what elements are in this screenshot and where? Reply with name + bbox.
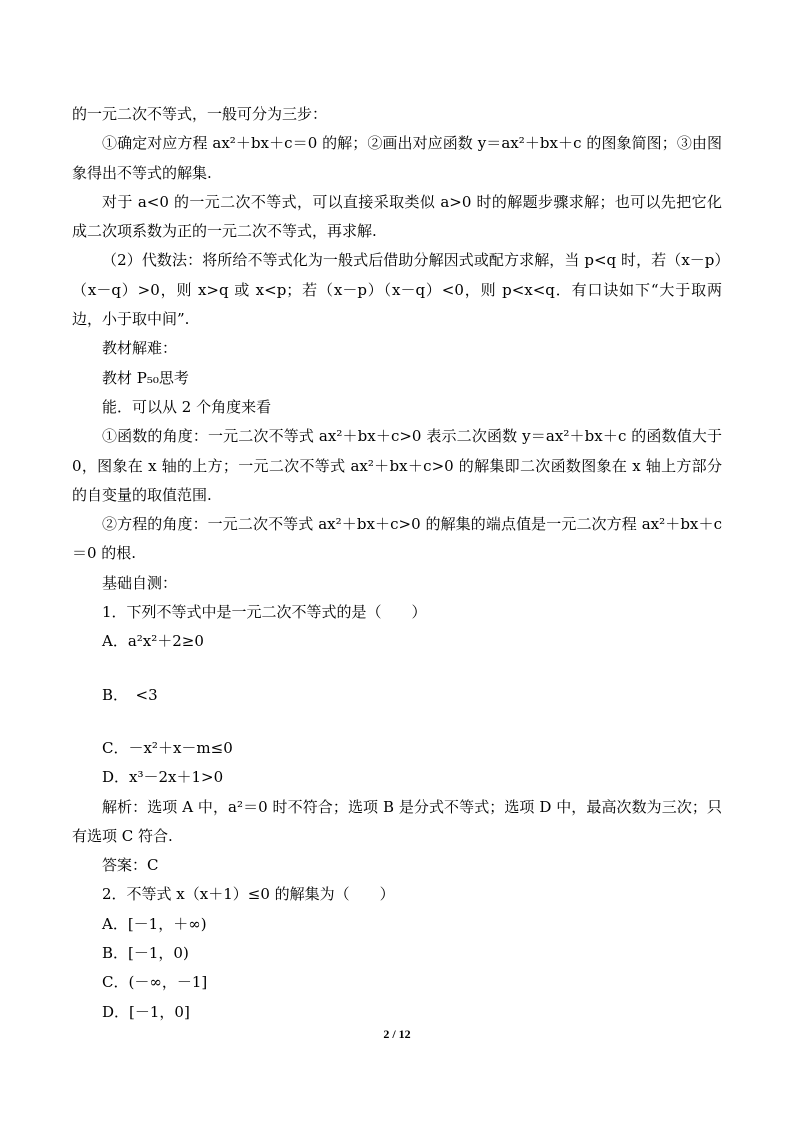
paragraph: B． <3 xyxy=(102,685,158,704)
paragraph: ①函数的角度：一元二次不等式 ax²＋bx＋c>0 表示二次函数 y＝ax²＋bx＋c 的函数值大于 0，图象在 x 轴的上方；一元二次不等式 ax²＋bx＋c>0 的解集即二次函数图象在 x 轴上方部分的自变量的取值范围. xyxy=(72,427,722,504)
paragraph: ②方程的角度：一元二次不等式 ax²＋bx＋c>0 的解集的端点值是一元二次方程 ax²＋bx＋c＝0 的根. xyxy=(72,515,722,563)
paragraph: 对于 a<0 的一元二次不等式，可以直接采取类似 a>0 时的解题步骤求解；也可以先把它化成二次项系数为正的一元二次不等式，再求解. xyxy=(72,192,722,241)
paragraph: A．[－1，＋∞) xyxy=(102,914,207,933)
document-body xyxy=(72,100,722,1027)
paragraph: 解析：选项 A 中，a²＝0 时不符合；选项 B 是分式不等式；选项 D 中，最高次数为三次；只有选项 C 符合. xyxy=(72,797,722,845)
paragraph: D．[－1，0] xyxy=(102,1002,190,1021)
paragraph: C．(－∞，－1] xyxy=(102,973,208,992)
spacer xyxy=(72,710,722,734)
paragraph: C．－x²＋x－m≤0 xyxy=(102,738,233,757)
paragraph: （2）代数法：将所给不等式化为一般式后借助分解因式或配方求解，当 p<q 时，若（x－p）（x－q）>0，则 x>q 或 x<p；若（x－p）（x－q）<0，则 p<x<q．有口诀如下“大于取两边，小于取中间”. xyxy=(72,251,722,329)
paragraph: 的一元二次不等式，一般可分为三步： xyxy=(72,105,328,123)
paragraph: 教材 P₅₀思考 xyxy=(102,368,189,387)
spacer xyxy=(72,657,722,681)
paragraph: 能．可以从 2 个角度来看 xyxy=(102,397,272,416)
paragraph: D．x³－2x＋1>0 xyxy=(102,768,224,787)
paragraph: 教材解难： xyxy=(102,339,178,358)
paragraph: 基础自测： xyxy=(102,573,178,592)
paragraph: A．a²x²＋2≥0 xyxy=(102,632,204,651)
paragraph: 2．不等式 x（x＋1）≤0 的解集为（ ） xyxy=(102,885,395,904)
paragraph: 1．下列不等式中是一元二次不等式的是（ ） xyxy=(102,603,427,622)
paragraph: 答案：C xyxy=(102,856,159,875)
paragraph: B．[－1，0) xyxy=(102,944,189,963)
page-number: 2 / 12 xyxy=(383,1027,411,1041)
paragraph: ①确定对应方程 ax²＋bx＋c＝0 的解；②画出对应函数 y＝ax²＋bx＋c 的图象简图；③由图象得出不等式的解集. xyxy=(72,134,722,182)
